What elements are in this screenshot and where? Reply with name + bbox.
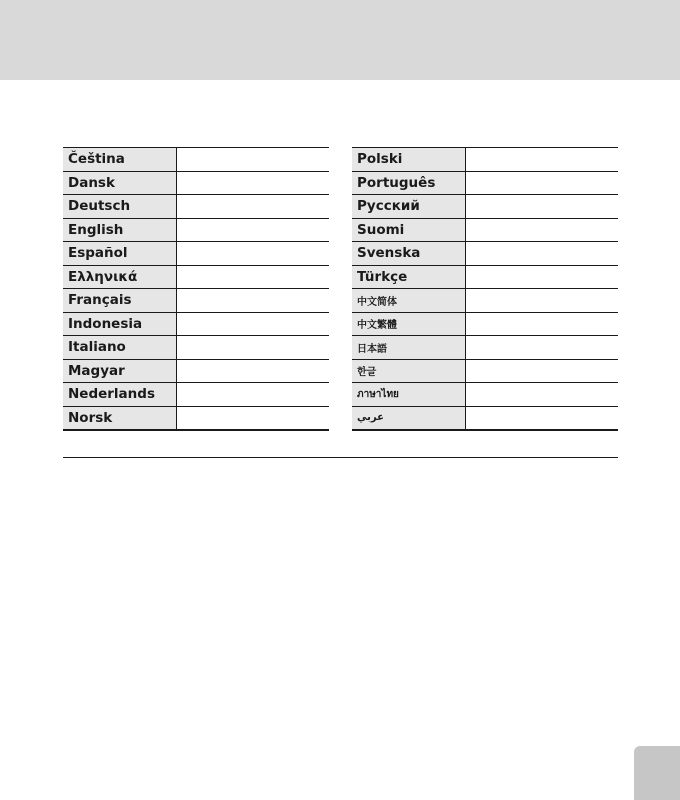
language-name: Čeština	[63, 148, 176, 172]
language-value	[465, 148, 618, 172]
language-name: Magyar	[63, 359, 176, 383]
language-name: Português	[352, 171, 465, 195]
table-row	[63, 406, 329, 430]
language-value	[465, 289, 618, 313]
table-row	[352, 289, 618, 313]
language-name: ภาษาไทย	[352, 383, 465, 407]
language-value	[176, 171, 329, 195]
table-row	[352, 336, 618, 360]
language-name: Türkçe	[352, 265, 465, 289]
language-value	[176, 242, 329, 266]
language-name: English	[63, 218, 176, 242]
language-value	[465, 242, 618, 266]
language-value	[465, 171, 618, 195]
language-value	[465, 218, 618, 242]
language-value	[176, 218, 329, 242]
language-name: Ελληνικά	[63, 265, 176, 289]
table-row	[352, 148, 618, 172]
table-row	[63, 242, 329, 266]
language-value	[176, 265, 329, 289]
language-value	[176, 336, 329, 360]
language-name: Deutsch	[63, 195, 176, 219]
table-row	[352, 171, 618, 195]
table-row	[63, 195, 329, 219]
language-value	[176, 359, 329, 383]
table-row	[63, 383, 329, 407]
language-value	[465, 195, 618, 219]
language-name: Svenska	[352, 242, 465, 266]
table-row	[352, 312, 618, 336]
language-name: Dansk	[63, 171, 176, 195]
table-row	[63, 148, 329, 172]
table-row	[63, 336, 329, 360]
language-name: Polski	[352, 148, 465, 172]
table-row	[352, 265, 618, 289]
language-name: Français	[63, 289, 176, 313]
table-row	[352, 242, 618, 266]
language-value	[176, 406, 329, 430]
table-row	[63, 265, 329, 289]
language-value	[465, 383, 618, 407]
table-row	[63, 289, 329, 313]
language-name: Русский	[352, 195, 465, 219]
table-row	[352, 195, 618, 219]
table-row	[63, 312, 329, 336]
language-name: 한글	[352, 359, 465, 383]
language-value	[465, 312, 618, 336]
language-value	[176, 195, 329, 219]
language-table-left	[63, 147, 329, 431]
language-name: 中文简体	[352, 289, 465, 313]
language-name: Indonesia	[63, 312, 176, 336]
language-value	[176, 148, 329, 172]
language-table-right	[352, 147, 618, 431]
language-value	[176, 383, 329, 407]
language-value	[465, 406, 618, 430]
table-row	[352, 359, 618, 383]
language-value	[465, 359, 618, 383]
language-name: Suomi	[352, 218, 465, 242]
table-row	[63, 171, 329, 195]
page-tab	[634, 746, 680, 800]
language-value	[176, 312, 329, 336]
table-row	[352, 218, 618, 242]
language-value	[465, 265, 618, 289]
divider	[63, 457, 618, 458]
language-name: Italiano	[63, 336, 176, 360]
table-row	[63, 359, 329, 383]
language-name: Español	[63, 242, 176, 266]
table-row	[63, 218, 329, 242]
language-name: Norsk	[63, 406, 176, 430]
language-value	[465, 336, 618, 360]
header-band	[0, 0, 680, 80]
language-value	[176, 289, 329, 313]
table-row	[352, 383, 618, 407]
table-row	[352, 406, 618, 430]
language-name: عربي	[352, 406, 465, 430]
language-name: 日本語	[352, 336, 465, 360]
language-name: Nederlands	[63, 383, 176, 407]
language-name: 中文繁體	[352, 312, 465, 336]
